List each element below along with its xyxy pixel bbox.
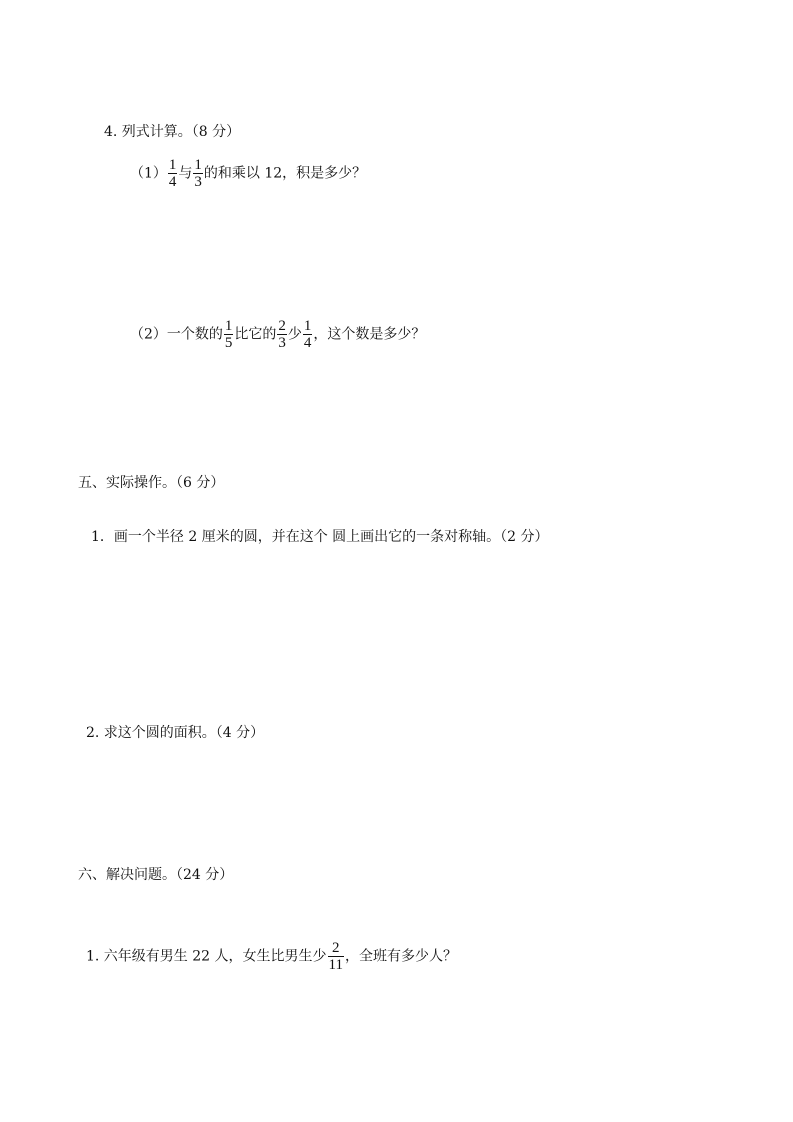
section6-q1-prefix: 1. 六年级有男生 22 人，女生比男生少 bbox=[86, 948, 327, 965]
fraction-one-quarter: $\frac{1}{4}$ bbox=[168, 157, 177, 190]
q4-part1 bbox=[130, 157, 366, 190]
q4-part1-prefix: （1） bbox=[130, 165, 167, 182]
q4-part1-suffix: 的和乘以 12，积是多少？ bbox=[203, 165, 367, 182]
q4-part2-suffix: ，这个数是多少？ bbox=[313, 326, 426, 343]
q4-part1-mid: 与 bbox=[178, 165, 193, 182]
q4-part2-prefix: （2）一个数的 bbox=[130, 326, 223, 343]
fraction-two-elevenths: $\frac{2}{11}$ bbox=[328, 940, 343, 973]
fraction-one-third: $\frac{1}{3}$ bbox=[194, 157, 202, 190]
q4-part2-mid1: 比它的 bbox=[234, 326, 277, 343]
q4-heading: 4. 列式计算。（8 分） bbox=[104, 124, 241, 140]
fraction-two-thirds: $\frac{2}{3}$ bbox=[278, 318, 286, 351]
section6-question-1 bbox=[86, 940, 457, 973]
fraction-one-fifth: $\frac{1}{5}$ bbox=[224, 318, 233, 351]
q4-part2-mid2: 少 bbox=[287, 326, 302, 343]
section5-heading: 五、实际操作。（6 分） bbox=[78, 475, 225, 491]
q4-part2 bbox=[130, 318, 425, 351]
section6-q1-suffix: ，全班有多少人？ bbox=[344, 948, 457, 965]
section5-question-2: 2. 求这个圆的面积。（4 分） bbox=[86, 725, 265, 741]
fraction-one-quarter-2: $\frac{1}{4}$ bbox=[303, 318, 312, 351]
section5-question-1: 1．画一个半径 2 厘米的圆，并在这个 圆上画出它的一条对称轴。（2 分） bbox=[91, 529, 549, 545]
section6-heading: 六、解决问题。（24 分） bbox=[78, 867, 234, 883]
